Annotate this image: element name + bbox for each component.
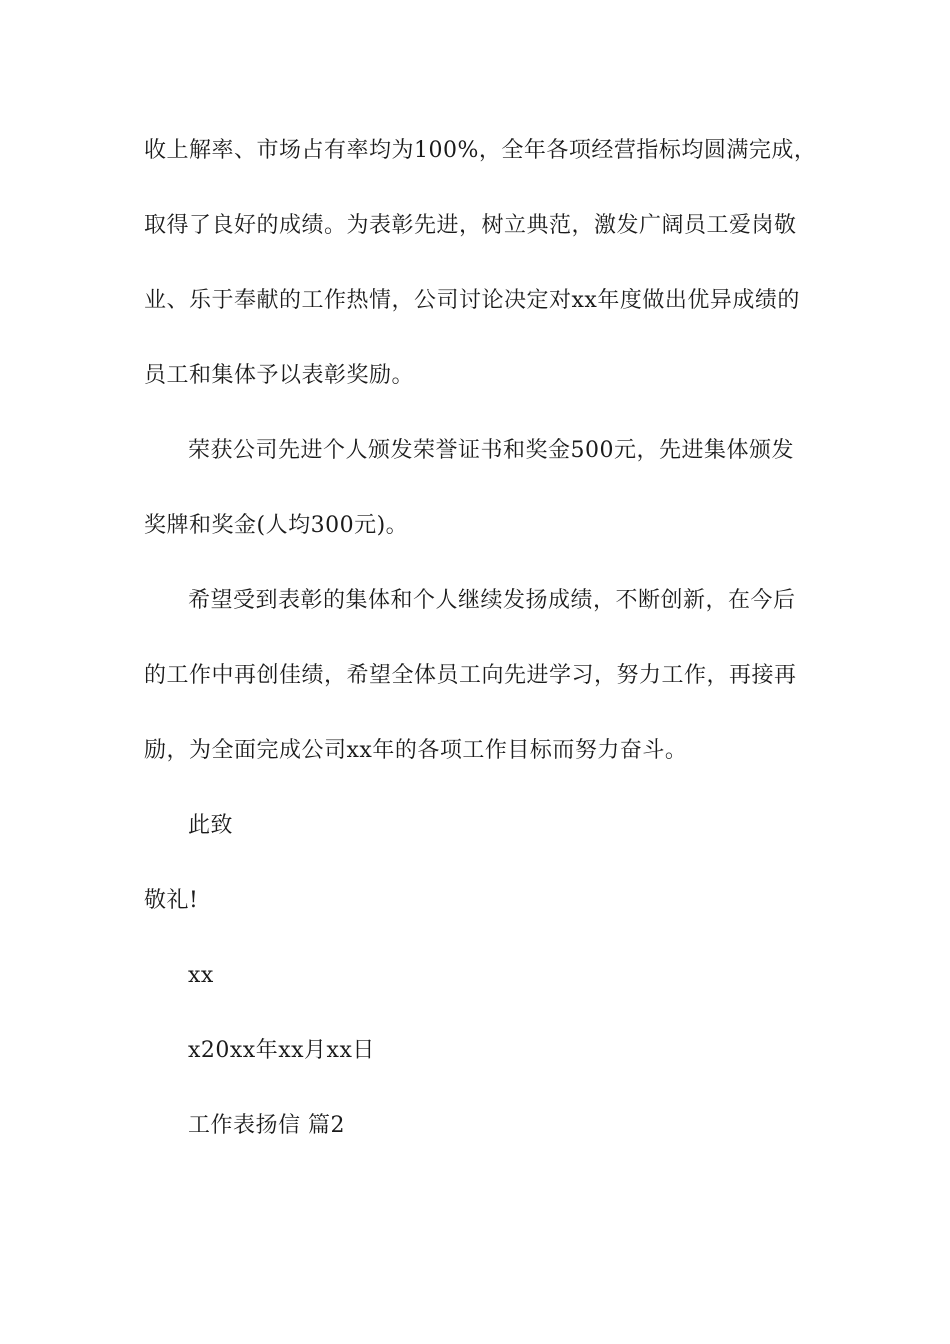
section-heading: 工作表扬信 篇2 [188, 1113, 345, 1138]
paragraph-1-line-2: 取得了良好的成绩。为表彰先进，树立典范，激发广阔员工爱岗敬 [144, 213, 797, 238]
paragraph-1-line-3: 业、乐于奉献的工作热情，公司讨论决定对xx年度做出优异成绩的 [144, 288, 800, 313]
paragraph-1-line-1: 收上解率、市场占有率均为100%，全年各项经营指标均圆满完成， [144, 138, 817, 163]
paragraph-3-line-3: 励，为全面完成公司xx年的各项工作目标而努力奋斗。 [144, 738, 688, 763]
signature-name: xx [188, 963, 214, 988]
closing-respect: 敬礼! [144, 888, 199, 913]
paragraph-1-line-4: 员工和集体予以表彰奖励。 [144, 363, 415, 388]
closing-salutation: 此致 [188, 813, 234, 838]
paragraph-2-line-1: 荣获公司先进个人颁发荣誉证书和奖金500元，先进集体颁发 [188, 438, 794, 463]
signature-date: x20xx年xx月xx日 [188, 1038, 375, 1063]
paragraph-2-line-2: 奖牌和奖金(人均300元)。 [144, 513, 409, 538]
paragraph-3-line-1: 希望受到表彰的集体和个人继续发扬成绩，不断创新，在今后 [188, 588, 796, 613]
paragraph-3-line-2: 的工作中再创佳绩，希望全体员工向先进学习，努力工作，再接再 [144, 663, 797, 688]
